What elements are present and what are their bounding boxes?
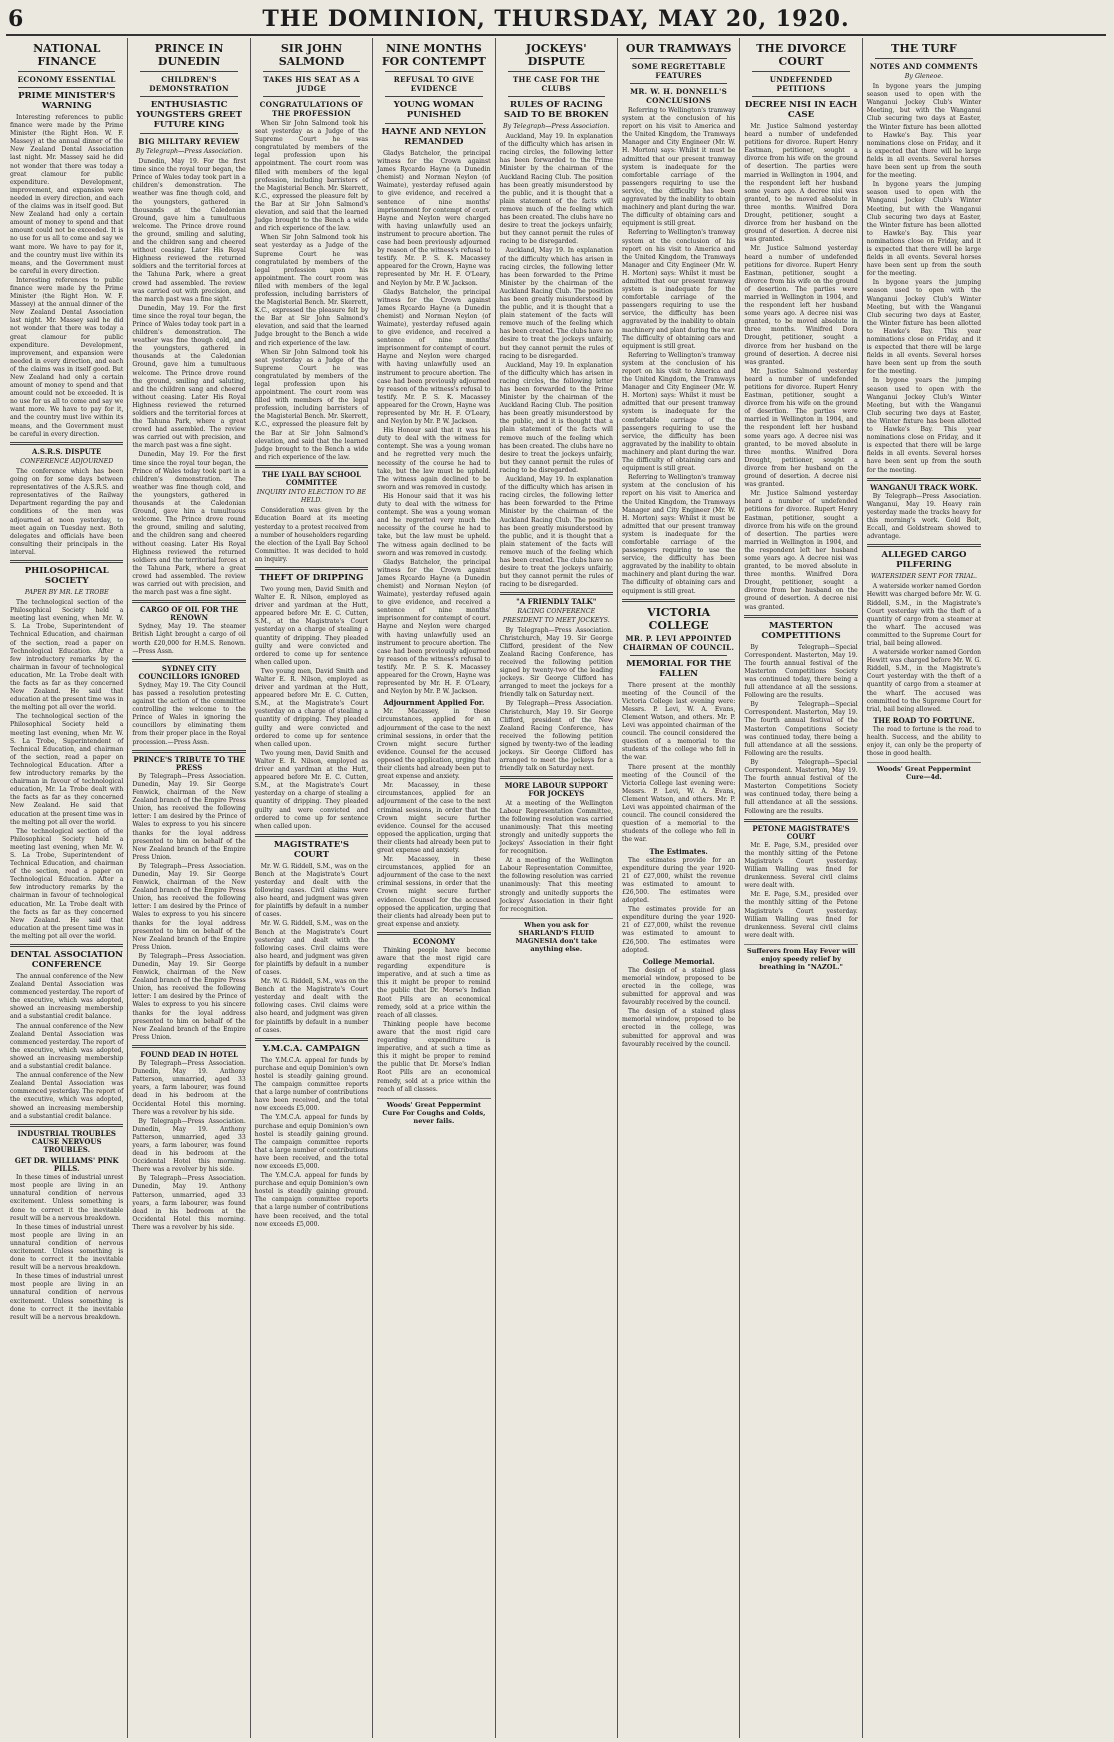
- section-heading: PRINCE'S TRIBUTE TO THE PRESS: [133, 754, 245, 772]
- subheading: YOUNG WOMAN PUNISHED: [393, 100, 475, 120]
- subheading: ENTHUSIASTIC YOUNGSTERS GREET FUTURE KING: [136, 100, 242, 130]
- article-text: Mr. W. G. Riddell, S.M., was on the Bench at the Magistrate's Court yesterday and dealt with the following cases. Civil claims were also heard, and judgment was given for plaintiffs by default in a number of cases.: [254, 920, 369, 976]
- headline: OUR TRAMWAYS: [625, 42, 732, 55]
- article-text: By Telegraph—Press Association. Wanganui, May 19. Heavy rain yesterday made the tracks heavy for this morning's work. Gold Bolt, Eccall, and Goldstream showed to advantage.: [866, 492, 982, 541]
- article-text: The design of a stained glass memorial window, proposed to be erected in the college, was submitted for approval and was favourably received by the council.: [621, 1008, 736, 1048]
- article-text: By Telegraph—Press Association. Christchurch, May 19. Sir George Clifford, president of the New Zealand Racing Conference, has received the following petition signed by twenty-two of the leading jockeys. Sir George Clifford has arranged to meet the jockeys for a friendly talk on Saturday next.: [499, 700, 613, 773]
- headline: JOCKEYS' DISPUTE: [525, 42, 587, 68]
- section-heading: VICTORIA COLLEGE: [647, 605, 711, 632]
- section-heading: PHILOSOPHICAL SOCIETY: [24, 565, 109, 586]
- article-text: There present at the monthly meeting of the Council of the Victoria College last evening were: Messrs. P. Levi, W. A. Evans, Clement Watson, and others. Mr. P. Levi was appointed chairman of the council. The council considered the question of a memorial to the students of the college who fell in the war.: [621, 763, 736, 844]
- article-text: His Honour said that it was his duty to deal with the witness for contempt. She was a young woman and he regretted very much the necessity of the course he had to take, but the law must be upheld. The witness again declined to be sworn and was removed in custody.: [377, 492, 491, 557]
- article-text: Referring to Wellington's tramway system at the conclusion of his report on his visit to America and the United Kingdom, the Tramways Manager and City Engineer (Mr. W. H. Morton) says: Whilst it must be admitted that our present tramway system is inadequate for the comfortable carriage of the passengers requiring to use the service, the difficulty has been aggravated by the inability to obtain machinery and plant during the war. The difficulty of obtaining cars and equipment is still great.: [621, 474, 736, 595]
- article-text: Thinking people have become aware that the most rigid care regarding expenditure is imperative, and at such a time as this it might be proper to remind the public that Dr. Morse's Indian Root Pills are an economical remedy, sold at a price within the reach of all classes.: [377, 947, 491, 1019]
- article-text: Mr. Justice Salmond yesterday heard a number of undefended petitions for divorce. Rupert Henry Eastman, petitioner, sought a divorce from his wife on the ground of desertion. The parties were married in Wellington in 1904, and the respondent left her husband some years ago. A decree nisi was granted, to be moved absolute in three months. Winifred Dora Drought, petitioner, sought a divorce from her husband on the ground of desertion. A decree nisi was granted.: [744, 245, 858, 366]
- article-text: The conference which has been going on for some days between representatives of the A.S.R.S. and representatives of the Railway Department regarding the pay and conditions of the men was adjourned at noon yesterday, to meet again on Tuesday next. Both delegates and officials have been consulting their principals in the interval.: [10, 467, 124, 556]
- section-subheading: INQUIRY INTO ELECTION TO BE HELD.: [256, 489, 367, 505]
- subheading: HAYNE AND NEYLON REMANDED: [381, 127, 487, 147]
- article-text: Gladys Batchelor, the principal witness for the Crown against James Rycardo Hayne (a Dunedin chemist) and Norman Neylon (of Waimate), yesterday refused again to give evidence, and received a sentence of nine months' imprisonment for contempt of court. Hayne and Neylon were charged with having unlawfully used an instrument to procure abortion. The case had been previously adjourned by reason of the witness's refusal to testify. Mr. P. S. K. Macassey appeared for the Crown, Hayne was represented by Mr. H. F. O'Leary, and Neylon by Mr. P. W. Jackson.: [377, 150, 491, 287]
- advertisement: When you ask for SHARLAND'S FLUID MAGNESIA don't take anything else.: [500, 918, 613, 953]
- article-text: Sydney, May 19. The steamer British Light brought a cargo of oil worth £20,000 for H.M.S. Renown.—Press Assn.: [132, 623, 246, 655]
- article-text: Two young men, David Smith and Walter E. R. Nilson, employed as driver and yardman at the Hutt, appeared before Mr. E. C. Cutten, S.M., at the Magistrate's Court yesterday on a charge of stealing a quantity of dripping. They pleaded guilty and were convicted and ordered to come up for sentence when called upon.: [254, 667, 369, 748]
- article-text: His Honour said that it was his duty to deal with the witness for contempt. She was a young woman and he regretted very much the necessity of the course he had to take, but the law must be upheld. The witness again declined to be sworn and was removed in custody.: [377, 427, 491, 491]
- subheading: DECREE NISI IN EACH CASE: [744, 100, 858, 120]
- section-heading: INDUSTRIAL TROUBLES CAUSE NERVOUS TROUBLES.: [17, 1128, 116, 1154]
- advertisement: Woods' Great Peppermint Cure For Coughs and Colds, never fails.: [377, 1098, 490, 1125]
- article-text: The road to fortune is the road to health. Success, and the ability to enjoy it, can only be the property of those in good health.: [866, 725, 982, 758]
- section-subheading: GET DR. WILLIAMS' PINK PILLS.: [14, 1155, 119, 1174]
- article-text: By Telegraph—Press Association. Dunedin, May 19. Anthony Patterson, unmarried, aged 33 years, a farm labourer, was found dead in his bedroom at the Occidental Hotel this morning. There was a revolver by his side.: [132, 1175, 246, 1231]
- subheading: TAKES HIS SEAT AS A JUDGE: [263, 75, 360, 93]
- article-text: Mr. Justice Salmond yesterday heard a number of undefended petitions for divorce. Rupert Henry Eastman, petitioner, sought a divorce from his wife on the ground of desertion. The parties were married in Wellington in 1904, and the respondent left her husband some years ago. A decree nisi was granted, to be moved absolute in three months. Winifred Dora Drought, petitioner, sought a divorce from her husband on the ground of desertion. A decree nisi was granted.: [744, 367, 858, 489]
- article-text: By Telegraph—Special Correspondent. Masterton, May 19. The fourth annual festival of the Masterton Competitions Society was continued today, there being a full attendance at all the sessions. Following are the results.: [744, 758, 858, 815]
- article-text: Auckland, May 19. In explanation of the difficulty which has arisen in racing circles, the following letter has been forwarded to the Prime Minister by the chairman of the Auckland Racing Club. The position has been greatly misunderstood by the public, and it is thought that a plain statement of the facts will remove much of the feeling which has been created. The clubs have no desire to treat the jockeys unfairly, but they cannot permit the rules of racing to be disregarded.: [499, 476, 613, 589]
- section-heading: DENTAL ASSOCIATION CONFERENCE: [10, 950, 124, 970]
- section-heading: THE LYALL BAY SCHOOL COMMITTEE: [261, 469, 362, 488]
- subheading: REFUSAL TO GIVE EVIDENCE: [393, 75, 475, 93]
- section-subheading: CONFERENCE ADJOURNED: [20, 457, 114, 465]
- article-text: By Telegraph—Press Association. Dunedin, May 19. Sir George Fenwick, chairman of the New Zealand branch of the Empire Press Union, has received the following letter: I am desired by the Prince of Wales to express to you his sincere thanks for the loyal address presented to him on behalf of the New Zealand branch of the Empire Press Union.: [132, 862, 246, 951]
- section-heading: FOUND DEAD IN HOTEL: [140, 1049, 238, 1059]
- headline: PRINCE IN DUNEDIN: [154, 42, 224, 68]
- subheading: PRIME MINISTER'S WARNING: [18, 91, 116, 111]
- article-text: Mr. E. Page, S.M., presided over the monthly sitting of the Petone Magistrate's Court yesterday. William Walling was fined for drunkenness. Several civil claims were dealt with.: [744, 891, 858, 939]
- article-text: Mr. Macassey, in these circumstances, applied for an adjournment of the case to the next criminal sessions, in order that the Crown might secure further evidence. Counsel for the accused opposed the application, urging that their clients had already been put to great expense and anxiety.: [377, 856, 491, 928]
- article-text: In bygone years the jumping season used to open with the Wanganui Jockey Club's Winter Meeting, but with the Wanganui Club securing two days at Easter, the Winter fixture has been allotted to Hawke's Bay. This year nominations close on Friday, and it is expected that there will be large fields in all events. Several horses have been sent up from the south for the meeting.: [866, 83, 982, 180]
- article-text: Mr. W. G. Riddell, S.M., was on the Bench at the Magistrate's Court yesterday and dealt with the following cases. Civil claims were also heard, and judgment was given for plaintiffs by default in a number of cases.: [254, 978, 369, 1034]
- article-text: Gladys Batchelor, the principal witness for the Crown against James Rycardo Hayne (a Dunedin chemist) and Norman Neylon (of Waimate), yesterday refused again to give evidence, and received a sentence of nine months' imprisonment for contempt of court. Hayne and Neylon were charged with having unlawfully used an instrument to procure abortion. The case had been previously adjourned by reason of the witness's refusal to testify. Mr. P. S. K. Macassey appeared for the Crown, Hayne was represented by Mr. H. F. O'Leary, and Neylon by Mr. P. W. Jackson.: [377, 558, 491, 696]
- article-text: By Telegraph—Press Association. Christchurch, May 19. Sir George Clifford, president of the New Zealand Racing Conference, has received the following petition signed by twenty-two of the leading jockeys. Sir George Clifford has arranged to meet the jockeys for a friendly talk on Saturday next.: [499, 626, 613, 699]
- column-2: [128, 38, 250, 1738]
- byline: By Telegraph—Press Association.: [135, 148, 243, 155]
- article-text: Referring to Wellington's tramway system at the conclusion of his report on his visit to America and the United Kingdom, the Tramways Manager and City Engineer (Mr. W. H. Morton) says: Whilst it must be admitted that our present tramway system is inadequate for the comfortable carriage of the passengers requiring to use the service, the difficulty has been aggravated by the inability to obtain machinery and plant during the war. The difficulty of obtaining cars and equipment is still great.: [621, 107, 736, 228]
- section-heading: SYDNEY CITY COUNCILLORS IGNORED: [138, 663, 240, 681]
- article-text: In these times of industrial unrest most people are living in an unnatural condition of nervous excitement. Unless something is done to correct it the inevitable result will be a nervous breakdown.: [10, 1273, 124, 1321]
- article-text: Two young men, David Smith and Walter E. R. Nilson, employed as driver and yardman at the Hutt, appeared before Mr. E. C. Cutten, S.M., at the Magistrate's Court yesterday on a charge of stealing a quantity of dripping. They pleaded guilty and were convicted and ordered to come up for sentence when called upon.: [254, 585, 369, 666]
- section-heading: ECONOMY: [412, 936, 455, 946]
- article-text: By Telegraph—Press Association. Dunedin, May 19. Sir George Fenwick, chairman of the New Zealand branch of the Empire Press Union, has received the following letter: I am desired by the Prince of Wales to express to you his sincere thanks for the loyal address presented to him on behalf of the New Zealand branch of the Empire Press Union.: [132, 772, 246, 861]
- article-text: The estimates provide for an expenditure during the year 1920-21 of £27,000, whilst the revenue was estimated to amount to £26,500. The estimates were adopted.: [621, 856, 736, 905]
- columns: [6, 38, 1108, 1738]
- article-text: The technological section of the Philosophical Society held a meeting last evening, when Mr. W. S. La Trobe, Superintendent of Technical Education, and chairman of the section, read a paper on Technological Education. After a few introductory remarks by the chairman in favour of technological education, Mr. La Trobe dealt with the facts as far as they concerned New Zealand. He said that education at the present time was in the melting pot all over the world.: [10, 827, 124, 940]
- section-heading: PETONE MAGISTRATE'S COURT: [752, 823, 850, 841]
- section-heading: A.S.R.S. DISPUTE: [32, 446, 102, 456]
- subheading: SOME REGRETTABLE FEATURES: [631, 62, 726, 80]
- article-text: A waterside worker named Gordon Hewitt was charged before Mr. W. G. Riddell, S.M., in the Magistrate's Court yesterday with the theft of a quantity of cargo from a steamer at the wharf. The accused was committed to the Supreme Court for trial, bail being allowed.: [866, 649, 982, 713]
- article-text: Mr. W. G. Riddell, S.M., was on the Bench at the Magistrate's Court yesterday and dealt with the following cases. Civil claims were also heard, and judgment was given for plaintiffs by default in a number of cases.: [254, 862, 369, 919]
- article-text: Interesting references to public finance were made by the Prime Minister (the Right Hon. W. F. Massey) at the annual dinner of the New Zealand Dental Association last night. Mr. Massey said he did not wonder that there was today a great clamour for public expenditure. Development, improvement, and expansion were needed in every direction, and each of the claims was in itself good. But New Zealand had only a certain amount of money to spend and that amount could not be exceeded. It is no use for us all to come and say we want more. We have to pay for it, and the country must live within its means, and the Government must be careful in every direction.: [10, 114, 124, 275]
- article-text: By Telegraph—Special Correspondent. Masterton, May 19. The fourth annual festival of the Masterton Competitions Society was continued today, there being a full attendance at all the sessions. Following are the results.: [744, 643, 858, 700]
- article-text: The technological section of the Philosophical Society held a meeting last evening, when Mr. W. S. La Trobe, Superintendent of Technical Education, and chairman of the section, read a paper on Technological Education. After a few introductory remarks by the chairman in favour of technological education, Mr. La Trobe dealt with the facts as far as they concerned New Zealand. He said that education at the present time was in the melting pot all over the world.: [10, 713, 124, 826]
- section-heading: Adjournment Applied For.: [383, 698, 485, 708]
- article-text: When Sir John Salmond took his seat yesterday as a Judge of the Supreme Court he was congratulated by members of the legal profession upon his appointment. The court room was filled with members of the legal profession, including barristers of the Magisterial Bench. Mr. Skerrett, K.C., expressed the pleasure felt by the Bar at Sir John Salmond's elevation, and said that the learned Judge brought to the Bench a wide and rich experience of the law.: [254, 120, 369, 233]
- article-text: The annual conference of the New Zealand Dental Association was commenced yesterday. The report of the executive, which was adopted, showed an increasing membership and a substantial credit balance.: [10, 973, 124, 1021]
- article-text: In bygone years the jumping season used to open with the Wanganui Jockey Club's Winter Meeting, but with the Wanganui Club securing two days at Easter, the Winter fixture has been allotted to Hawke's Bay. This year nominations close on Friday, and it is expected that there will be large fields in all events. Several horses have been sent up from the south for the meeting.: [866, 279, 982, 376]
- article-text: Dunedin, May 19. For the first time since the royal tour began, the Prince of Wales today took part in a children's demonstration. The weather was fine though cold, and the youngsters, gathered in thousands at the Caledonian Ground, gave him a tumultuous welcome. The Prince drove round the ground, smiling and saluting, and the children sang and cheered without ceasing. Later His Royal Highness reviewed the returned soldiers and the territorial forces at the Tahuna Park, where a great crowd had assembled. The review was carried out with precision, and the march past was a fine sight.: [132, 158, 246, 303]
- article-text: When Sir John Salmond took his seat yesterday as a Judge of the Supreme Court he was congratulated by members of the legal profession upon his appointment. The court room was filled with members of the legal profession, including barristers of the Magisterial Bench. Mr. Skerrett, K.C., expressed the pleasure felt by the Bar at Sir John Salmond's elevation, and said that the learned Judge brought to the Bench a wide and rich experience of the law.: [254, 348, 369, 461]
- article-text: The Y.M.C.A. appeal for funds by purchase and equip Dominion's own hostel is steadily gaining ground. The campaign committee reports that a large number of contributions have been received, and the total now exceeds £5,000.: [254, 1056, 369, 1113]
- article-text: A waterside worker named Gordon Hewitt was charged before Mr. W. G. Riddell, S.M., in the Magistrate's Court yesterday with the theft of a quantity of cargo from a steamer at the wharf. The accused was committed to the Supreme Court for trial, bail being allowed.: [866, 583, 982, 647]
- advertisement: Sufferers from Hay Fever will enjoy speedy relief by breathing in "NAZOL.": [744, 944, 857, 971]
- subheading: RULES OF RACING SAID TO BE BROKEN: [503, 100, 609, 120]
- column-5: [496, 38, 618, 1738]
- subheading: THE CASE FOR THE CLUBS: [512, 75, 600, 93]
- article-text: Thinking people have become aware that the most rigid care regarding expenditure is imperative, and at such a time as this it might be proper to remind the public that Dr. Morse's Indian Root Pills are an economical remedy, sold at a price within the reach of all classes.: [377, 1020, 491, 1093]
- headline: SIR JOHN SALMOND: [278, 42, 345, 68]
- article-text: Dunedin, May 19. For the first time since the royal tour began, the Prince of Wales today took part in a children's demonstration. The weather was fine though cold, and the youngsters, gathered in thousands at the Caledonian Ground, gave him a tumultuous welcome. The Prince drove round the ground, smiling and saluting, and the children sang and cheered without ceasing. Later His Royal Highness reviewed the returned soldiers and the territorial forces at the Tahuna Park, where a great crowd had assembled. The review was carried out with precision, and the march past was a fine sight.: [132, 451, 246, 597]
- section-subheading: MR. P. LEVI APPOINTED CHAIRMAN OF COUNCIL.: [622, 633, 735, 652]
- section-heading: Y.M.C.A. CAMPAIGN: [262, 1043, 361, 1054]
- section-heading: MAGISTRATE'S COURT: [273, 839, 350, 860]
- subheading: NOTES AND COMMENTS: [869, 62, 978, 71]
- section-subheading: RACING CONFERENCE PRESIDENT TO MEET JOCKEYS.: [502, 608, 610, 624]
- byline: By Telegraph—Press Association.: [503, 123, 610, 130]
- subheading: UNDEFENDED PETITIONS: [769, 75, 833, 93]
- article-text: By Telegraph—Press Association. Dunedin, May 19. Anthony Patterson, unmarried, aged 33 years, a farm labourer, was found dead in his bedroom at the Occidental Hotel this morning. There was a revolver by his side.: [132, 1117, 246, 1174]
- column-6: [618, 38, 740, 1738]
- article-text: There present at the monthly meeting of the Council of the Victoria College last evening were: Messrs. P. Levi, W. A. Evans, Clement Watson, and others. Mr. P. Levi was appointed chairman of the council. The council considered the question of a memorial to the students of the college who fell in the war.: [621, 681, 736, 762]
- article-text: Referring to Wellington's tramway system at the conclusion of his report on his visit to America and the United Kingdom, the Tramways Manager and City Engineer (Mr. W. H. Morton) says: Whilst it must be admitted that our present tramway system is inadequate for the comfortable carriage of the passengers requiring to use the service, the difficulty has been aggravated by the inability to obtain machinery and plant during the war. The difficulty of obtaining cars and equipment is still great.: [621, 229, 736, 350]
- section-heading: The Estimates.: [649, 846, 708, 856]
- article-text: At a meeting of the Wellington Labour Representation Committee, the following resolution was carried unanimously: That this meeting strongly and unitedly supports the Jockeys' Association in their fight for recognition.: [499, 857, 613, 913]
- column-1: [6, 38, 128, 1738]
- article-text: In bygone years the jumping season used to open with the Wanganui Jockey Club's Winter Meeting, but with the Wanganui Club securing two days at Easter, the Winter fixture has been allotted to Hawke's Bay. This year nominations close on Friday, and it is expected that there will be large fields in all events. Several horses have been sent up from the south for the meeting.: [866, 377, 982, 474]
- advertisement: Woods' Great Peppermint Cure—4d.: [867, 762, 981, 781]
- section-heading: "A FRIENDLY TALK": [516, 597, 597, 607]
- section-heading: MORE LABOUR SUPPORT FOR JOCKEYS: [504, 781, 608, 799]
- section-heading: WANGANUI TRACK WORK.: [870, 482, 978, 492]
- article-text: Two young men, David Smith and Walter E. R. Nilson, employed as driver and yardman at the Hutt, appeared before Mr. E. C. Cutten, S.M., at the Magistrate's Court yesterday on a charge of stealing a quantity of dripping. They pleaded guilty and were convicted and ordered to come up for sentence when called upon.: [254, 749, 369, 830]
- headline: THE DIVORCE COURT: [756, 42, 846, 68]
- article-text: In these times of industrial unrest most people are living in an unnatural condition of nervous excitement. Unless something is done to correct it the inevitable result will be a nervous breakdown.: [10, 1223, 124, 1272]
- article-text: The annual conference of the New Zealand Dental Association was commenced yesterday. The report of the executive, which was adopted, showed an increasing membership and a substantial credit balance.: [10, 1072, 124, 1120]
- subheading: ECONOMY ESSENTIAL: [17, 75, 116, 84]
- article-text: In these times of industrial unrest most people are living in an unnatural condition of nervous excitement. Unless something is done to correct it the inevitable result will be a nervous breakdown.: [10, 1174, 124, 1222]
- article-text: By Telegraph—Press Association. Dunedin, May 19. Sir George Fenwick, chairman of the New Zealand branch of the Empire Press Union, has received the following letter: I am desired by the Prince of Wales to express to you his sincere thanks for the loyal address presented to him on behalf of the New Zealand branch of the Empire Press Union.: [132, 952, 246, 1041]
- article-text: By Telegraph—Special Correspondent. Masterton, May 19. The fourth annual festival of the Masterton Competitions Society was continued today, there being a full attendance at all the sessions. Following are the results.: [744, 701, 858, 757]
- article-text: When Sir John Salmond took his seat yesterday as a Judge of the Supreme Court he was congratulated by members of the legal profession upon his appointment. The court room was filled with members of the legal profession, including barristers of the Magisterial Bench. Mr. Skerrett, K.C., expressed the pleasure felt by the Bar at Sir John Salmond's elevation, and said that the learned Judge brought to the Bench a wide and rich experience of the law.: [254, 234, 369, 347]
- article-text: Auckland, May 19. In explanation of the difficulty which has arisen in racing circles, the following letter has been forwarded to the Prime Minister by the chairman of the Auckland Racing Club. The position has been greatly misunderstood by the public, and it is thought that a plain statement of the facts will remove much of the feeling which has been created. The clubs have no desire to treat the jockeys unfairly, but they cannot permit the rules of racing to be disregarded.: [499, 133, 613, 246]
- masthead: [6, 4, 1106, 36]
- subheading: CONGRATULATIONS OF THE PROFESSION: [259, 100, 364, 118]
- article-text: In bygone years the jumping season used to open with the Wanganui Jockey Club's Winter Meeting, but with the Wanganui Club securing two days at Easter, the Winter fixture has been allotted to Hawke's Bay. This year nominations close on Friday, and it is expected that there will be large fields in all events. Several horses have been sent up from the south for the meeting.: [866, 181, 982, 278]
- newspaper-title: THE DOMINION, THURSDAY, MAY 20, 1920.: [262, 6, 850, 32]
- article-text: Auckland, May 19. In explanation of the difficulty which has arisen in racing circles, the following letter has been forwarded to the Prime Minister by the chairman of the Auckland Racing Club. The position has been greatly misunderstood by the public, and it is thought that a plain statement of the facts will remove much of the feeling which has been created. The clubs have no desire to treat the jockeys unfairly, but they cannot permit the rules of racing to be disregarded.: [499, 361, 613, 474]
- section-heading: THEFT OF DRIPPING: [259, 572, 364, 583]
- article-text: The design of a stained glass memorial window, proposed to be erected in the college, was submitted for approval and was favourably received by the council.: [621, 966, 736, 1007]
- column-8: [863, 38, 985, 1738]
- column-4: [373, 38, 495, 1738]
- section-heading: THE ROAD TO FORTUNE.: [873, 715, 975, 725]
- headline: THE TURF: [891, 42, 957, 55]
- article-text: Mr. Macassey, in these circumstances, applied for an adjournment of the case to the next criminal sessions, in order that the Crown might secure further evidence. Counsel for the accused opposed the application, urging that their clients had already been put to great expense and anxiety.: [377, 782, 491, 854]
- subheading: BIG MILITARY REVIEW: [138, 137, 240, 146]
- section-heading: ALLEGED CARGO PILFERING: [881, 550, 967, 571]
- article-text: The annual conference of the New Zealand Dental Association was commenced yesterday. The report of the executive, which was adopted, showed an increasing membership and a substantial credit balance.: [10, 1022, 124, 1071]
- article-text: Dunedin, May 19. For the first time since the royal tour began, the Prince of Wales today took part in a children's demonstration. The weather was fine though cold, and the youngsters, gathered in thousands at the Caledonian Ground, gave him a tumultuous welcome. The Prince drove round the ground, smiling and saluting, and the children sang and cheered without ceasing. Later His Royal Highness reviewed the returned soldiers and the territorial forces at the Tahuna Park, where a great crowd had assembled. The review was carried out with precision, and the march past was a fine sight.: [132, 304, 246, 450]
- article-text: Consideration was given by the Education Board at its meeting yesterday to a protest received from a number of householders regarding the election of the Lyall Bay School Committee. It was decided to hold an inquiry.: [254, 507, 369, 563]
- article-text: Mr. E. Page, S.M., presided over the monthly sitting of the Petone Magistrate's Court yesterday. William Walling was fined for drunkenness. Several civil claims were dealt with.: [744, 841, 858, 890]
- article-text: The Y.M.C.A. appeal for funds by purchase and equip Dominion's own hostel is steadily gaining ground. The campaign committee reports that a large number of contributions have been received, and the total now exceeds £5,000.: [254, 1114, 369, 1170]
- subheading: CHILDREN'S DEMONSTRATION: [149, 75, 229, 93]
- headline: NATIONAL FINANCE: [33, 42, 101, 68]
- article-text: Sydney, May 19. The City Council has passed a resolution protesting against the action of the committee controlling the welcome to the Prince of Wales in ignoring the councillors by eliminating them from their proper place in the Royal procession.—Press Assn.: [132, 681, 246, 746]
- article-text: By Telegraph—Press Association. Dunedin, May 19. Anthony Patterson, unmarried, aged 33 years, a farm labourer, was found dead in his bedroom at the Occidental Hotel this morning. There was a revolver by his side.: [132, 1060, 246, 1116]
- article-text: At a meeting of the Wellington Labour Representation Committee, the following resolution was carried unanimously: That this meeting strongly and unitedly supports the Jockeys' Association in their fight for recognition.: [499, 799, 613, 856]
- article-text: Mr. Justice Salmond yesterday heard a number of undefended petitions for divorce. Rupert Henry Eastman, petitioner, sought a divorce from his wife on the ground of desertion. The parties were married in Wellington in 1904, and the respondent left her husband some years ago. A decree nisi was granted, to be moved absolute in three months. Winifred Dora Drought, petitioner, sought a divorce from her husband on the ground of desertion. A decree nisi was granted.: [744, 490, 858, 611]
- article-text: Auckland, May 19. In explanation of the difficulty which has arisen in racing circles, the following letter has been forwarded to the Prime Minister by the chairman of the Auckland Racing Club. The position has been greatly misunderstood by the public, and it is thought that a plain statement of the facts will remove much of the feeling which has been created. The clubs have no desire to treat the jockeys unfairly, but they cannot permit the rules of racing to be disregarded.: [499, 247, 613, 360]
- section-subheading: PAPER BY MR. LE TROBE: [24, 588, 109, 596]
- article-text: Mr. Justice Salmond yesterday heard a number of undefended petitions for divorce. Rupert Henry Eastman, petitioner, sought a divorce from his wife on the ground of desertion. The parties were married in Wellington in 1904, and the respondent left her husband some years ago. A decree nisi was granted, to be moved absolute in three months. Winifred Dora Drought, petitioner, sought a divorce from her husband on the ground of desertion. A decree nisi was granted.: [744, 123, 858, 244]
- article-text: The estimates provide for an expenditure during the year 1920-21 of £27,000, whilst the revenue was estimated to amount to £26,500. The estimates were adopted.: [621, 906, 736, 954]
- section-heading: MASTERTON COMPETITIONS: [761, 620, 841, 641]
- column-7: [740, 38, 862, 1738]
- article-text: Gladys Batchelor, the principal witness for the Crown against James Rycardo Hayne (a Dunedin chemist) and Norman Neylon (of Waimate), yesterday refused again to give evidence, and received a sentence of nine months' imprisonment for contempt of court. Hayne and Neylon were charged with having unlawfully used an instrument to procure abortion. The case had been previously adjourned by reason of the witness's refusal to testify. Mr. P. S. K. Macassey appeared for the Crown, Hayne was represented by Mr. H. F. O'Leary, and Neylon by Mr. P. W. Jackson.: [377, 288, 491, 426]
- page-number: 6: [8, 6, 24, 32]
- article-text: The Y.M.C.A. appeal for funds by purchase and equip Dominion's own hostel is steadily gaining ground. The campaign committee reports that a large number of contributions have been received, and the total now exceeds £5,000.: [254, 1172, 369, 1228]
- section-heading: CARGO OF OIL FOR THE RENOWN: [140, 605, 239, 623]
- headline: NINE MONTHS FOR CONTEMPT: [381, 42, 486, 68]
- subheading: MR. W. H. DONNELL'S CONCLUSIONS: [630, 87, 728, 105]
- section-heading: MEMORIAL FOR THE FALLEN: [626, 658, 731, 679]
- byline: By Gleneoe.: [904, 73, 944, 80]
- article-text: Referring to Wellington's tramway system at the conclusion of his report on his visit to America and the United Kingdom, the Tramways Manager and City Engineer (Mr. W. H. Morton) says: Whilst it must be admitted that our present tramway system is inadequate for the comfortable carriage of the passengers requiring to use the service, the difficulty has been aggravated by the inability to obtain machinery and plant during the war. The difficulty of obtaining cars and equipment is still great.: [621, 351, 736, 473]
- section-subheading: WATERSIDER SENT FOR TRIAL.: [870, 573, 977, 581]
- column-3: [251, 38, 373, 1738]
- article-text: The technological section of the Philosophical Society held a meeting last evening, when Mr. W. S. La Trobe, Superintendent of Technical Education, and chairman of the section, read a paper on Technological Education. After a few introductory remarks by the chairman in favour of technological education, Mr. La Trobe dealt with the facts as far as they concerned New Zealand. He said that education at the present time was in the melting pot all over the world.: [10, 599, 124, 712]
- article-text: Interesting references to public finance were made by the Prime Minister (the Right Hon. W. F. Massey) at the annual dinner of the New Zealand Dental Association last night. Mr. Massey said he did not wonder that there was today a great clamour for public expenditure. Development, improvement, and expansion were needed in every direction, and each of the claims was in itself good. But New Zealand had only a certain amount of money to spend and that amount could not be exceeded. It is no use for us all to come and say we want more. We have to pay for it, and the country must live within its means, and the Government must be careful in every direction.: [10, 276, 124, 438]
- section-heading: College Memorial.: [642, 956, 715, 966]
- article-text: Mr. Macassey, in these circumstances, applied for an adjournment of the case to the next criminal sessions, in order that the Crown might secure further evidence. Counsel for the accused opposed the application, urging that their clients had already been put to great expense and anxiety.: [377, 708, 491, 781]
